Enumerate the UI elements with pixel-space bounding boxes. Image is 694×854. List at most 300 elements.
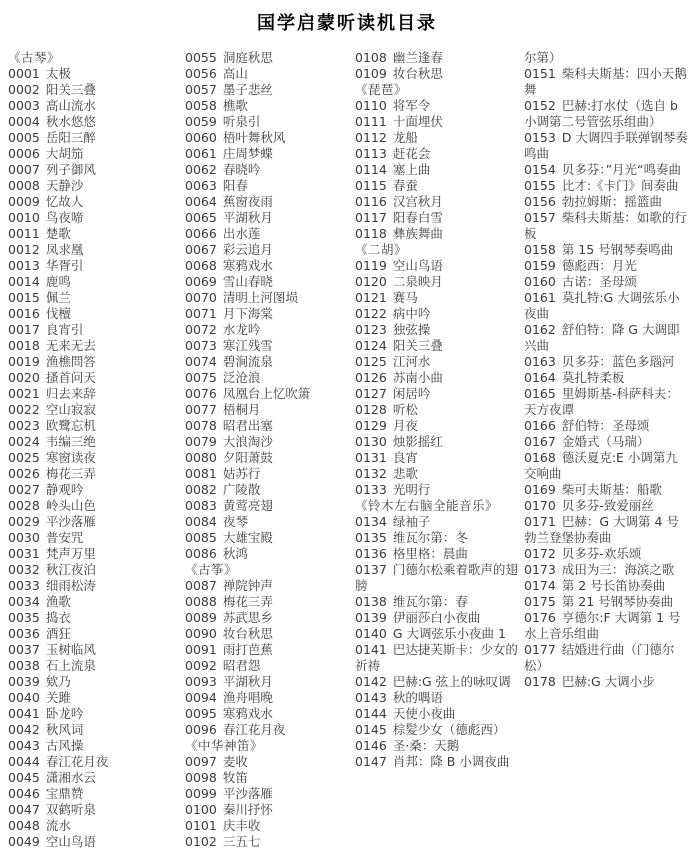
- entry-title: 大雄宝殿: [222, 530, 273, 545]
- entry-title: 德彪西：月光: [561, 258, 637, 273]
- catalog-entry: [185, 610, 355, 626]
- catalog-entry: [8, 402, 185, 418]
- catalog-entry: [185, 322, 355, 338]
- entry-number: 0147: [355, 754, 387, 769]
- entry-number: 0154: [524, 162, 556, 177]
- entry-title: 梧叶舞秋风: [222, 130, 286, 145]
- entry-title: 悲歌: [392, 466, 418, 481]
- entry-number: 0093: [185, 674, 217, 689]
- entry-number: 0157: [524, 210, 556, 225]
- entry-number: 0040: [8, 690, 40, 705]
- catalog-entry: [8, 818, 185, 834]
- entry-title: 禅院钟声: [222, 578, 273, 593]
- section-title: 《古琴》: [8, 50, 61, 65]
- catalog-entry: [355, 226, 524, 242]
- catalog-entry: [524, 642, 694, 674]
- catalog-entry: [8, 418, 185, 434]
- catalog-entry: [8, 834, 185, 850]
- catalog-entry: [185, 50, 355, 66]
- entry-number: 0164: [524, 370, 556, 385]
- catalog-entry: [185, 642, 355, 658]
- entry-number: 0061: [185, 146, 217, 161]
- entry-number: 0066: [185, 226, 217, 241]
- entry-number: 0142: [355, 674, 387, 689]
- catalog-entry: [8, 130, 185, 146]
- entry-title: 维瓦尔第：春: [392, 594, 468, 609]
- entry-number: 0155: [524, 178, 556, 193]
- entry-number: 0111: [355, 114, 387, 129]
- entry-number: 0165: [524, 386, 556, 401]
- entry-title: 门德尔松乘着歌声的翅膀: [355, 562, 518, 593]
- catalog-entry: [355, 690, 524, 706]
- entry-title: 大浪淘沙: [222, 434, 273, 449]
- entry-number: 0112: [355, 130, 387, 145]
- entry-title: 赛马: [392, 290, 418, 305]
- entry-title: 昭君怨: [222, 658, 261, 673]
- entry-title: 流水: [45, 818, 71, 833]
- catalog-entry: [355, 210, 524, 226]
- entry-number: 0176: [524, 610, 556, 625]
- catalog-entry: [355, 306, 524, 322]
- catalog-entry: [524, 66, 694, 98]
- entry-title: 贝多芬-欢乐颂: [561, 546, 642, 561]
- entry-number: 0034: [8, 594, 40, 609]
- entry-title: 关雎: [45, 690, 71, 705]
- catalog-entry: [8, 754, 185, 770]
- entry-title: 幽兰逢春: [392, 50, 443, 65]
- entry-number: 0127: [355, 386, 387, 401]
- entry-title: 独弦操: [392, 322, 431, 337]
- catalog-entry: [524, 482, 694, 498]
- catalog-entry: [524, 450, 694, 482]
- catalog-entry: [8, 338, 185, 354]
- entry-number: 0029: [8, 514, 40, 529]
- entry-number: 0046: [8, 786, 40, 801]
- catalog-entry: [8, 802, 185, 818]
- catalog-entry: [8, 98, 185, 114]
- wrapped-line: [524, 50, 694, 66]
- entry-number: 0077: [185, 402, 217, 417]
- catalog-entry: [8, 498, 185, 514]
- catalog-entry: [355, 130, 524, 146]
- entry-number: 0070: [185, 290, 217, 305]
- entry-title: 彝族舞曲: [392, 226, 443, 241]
- entry-title: 莫扎特柔板: [561, 370, 625, 385]
- entry-title: 春江花月夜: [222, 722, 286, 737]
- entry-title: 德沃夏克:E 小调第九交响曲: [524, 450, 678, 481]
- catalog-entry: [355, 418, 524, 434]
- entry-number: 0018: [8, 338, 40, 353]
- entry-title: 汉宫秋月: [392, 194, 443, 209]
- entry-title: 寒鸦戏水: [222, 706, 273, 721]
- entry-number: 0163: [524, 354, 556, 369]
- catalog-entry: [355, 162, 524, 178]
- entry-number: 0010: [8, 210, 40, 225]
- entry-title: 渔歌: [45, 594, 71, 609]
- entry-number: 0110: [355, 98, 387, 113]
- entry-number: 0082: [185, 482, 217, 497]
- entry-number: 0086: [185, 546, 217, 561]
- entry-title: 古诺：圣母颂: [561, 274, 637, 289]
- entry-title: 高山流水: [45, 98, 96, 113]
- entry-number: 0009: [8, 194, 40, 209]
- entry-number: 0146: [355, 738, 387, 753]
- catalog-entry: [185, 770, 355, 786]
- entry-title: 结婚进行曲（门德尔松）: [524, 642, 675, 673]
- entry-title: 天使小夜曲: [392, 706, 456, 721]
- entry-title: 古风操: [45, 738, 84, 753]
- entry-number: 0005: [8, 130, 40, 145]
- entry-number: 0167: [524, 434, 556, 449]
- entry-number: 0175: [524, 594, 556, 609]
- entry-title: 贝多芬：蓝色多瑙河: [561, 354, 675, 369]
- entry-title: 鹿鸣: [45, 274, 71, 289]
- entry-number: 0178: [524, 674, 556, 689]
- entry-title: 病中吟: [392, 306, 431, 321]
- entry-title: 空山鸟语: [45, 834, 96, 849]
- entry-number: 0042: [8, 722, 40, 737]
- catalog-entry: [185, 178, 355, 194]
- entry-title: 捣衣: [45, 610, 71, 625]
- catalog-entry: [8, 386, 185, 402]
- catalog-entry: [8, 530, 185, 546]
- catalog-entry: [8, 594, 185, 610]
- entry-number: 0015: [8, 290, 40, 305]
- entry-number: 0079: [185, 434, 217, 449]
- entry-number: 0100: [185, 802, 217, 817]
- entry-title: 维瓦尔第：冬: [392, 530, 468, 545]
- catalog-columns: [0, 50, 694, 850]
- catalog-entry: [185, 274, 355, 290]
- entry-title: 楚歌: [45, 226, 71, 241]
- catalog-entry: [8, 658, 185, 674]
- catalog-entry: [355, 674, 524, 690]
- entry-title: 巴达捷芙斯卡：少女的祈祷: [355, 642, 518, 673]
- entry-number: 0158: [524, 242, 556, 257]
- entry-title: 第 2 号长笛协奏曲: [561, 578, 666, 593]
- entry-title: 格里格：晨曲: [392, 546, 468, 561]
- catalog-entry: [8, 482, 185, 498]
- section-header: [185, 562, 355, 578]
- entry-title: 贝多芬-致爱丽丝: [561, 498, 654, 513]
- entry-number: 0057: [185, 82, 217, 97]
- catalog-entry: [8, 674, 185, 690]
- entry-number: 0069: [185, 274, 217, 289]
- catalog-entry: [355, 258, 524, 274]
- entry-title: 洞庭秋思: [222, 50, 273, 65]
- entry-title: 酒狂: [45, 626, 71, 641]
- entry-title: 肖邦：降 B 小调夜曲: [392, 754, 510, 769]
- catalog-entry: [524, 242, 694, 258]
- entry-number: 0014: [8, 274, 40, 289]
- catalog-entry: [185, 466, 355, 482]
- entry-title: 平湖秋月: [222, 210, 273, 225]
- catalog-entry: [185, 802, 355, 818]
- entry-number: 0128: [355, 402, 387, 417]
- entry-number: 0041: [8, 706, 40, 721]
- catalog-entry: [8, 242, 185, 258]
- catalog-entry: [355, 642, 524, 674]
- catalog-entry: [355, 722, 524, 738]
- entry-title: 静观吟: [45, 482, 84, 497]
- entry-title: 赶花会: [392, 146, 431, 161]
- entry-number: 0145: [355, 722, 387, 737]
- catalog-entry: [185, 386, 355, 402]
- section-title: 《铃木左右脑全能音乐》: [355, 498, 499, 513]
- catalog-entry: [355, 594, 524, 610]
- entry-number: 0085: [185, 530, 217, 545]
- catalog-entry: [185, 290, 355, 306]
- catalog-entry: [8, 258, 185, 274]
- catalog-entry: [185, 786, 355, 802]
- entry-title: 秋江夜泊: [45, 562, 96, 577]
- catalog-entry: [355, 354, 524, 370]
- entry-number: 0072: [185, 322, 217, 337]
- entry-title: 二泉映月: [392, 274, 443, 289]
- entry-title: 妆台秋思: [392, 66, 443, 81]
- catalog-entry: [355, 754, 524, 770]
- catalog-entry: [185, 834, 355, 850]
- entry-number: 0125: [355, 354, 387, 369]
- entry-title: 春江花月夜: [45, 754, 109, 769]
- catalog-entry: [524, 370, 694, 386]
- entry-title: 姑苏行: [222, 466, 261, 481]
- entry-title: 列子御风: [45, 162, 96, 177]
- catalog-entry: [185, 210, 355, 226]
- entry-number: 0123: [355, 322, 387, 337]
- entry-number: 0138: [355, 594, 387, 609]
- catalog-entry: [8, 82, 185, 98]
- entry-number: 0174: [524, 578, 556, 593]
- entry-title: 忆故人: [45, 194, 84, 209]
- entry-number: 0025: [8, 450, 40, 465]
- entry-number: 0156: [524, 194, 556, 209]
- entry-title: 无来无去: [45, 338, 96, 353]
- entry-number: 0095: [185, 706, 217, 721]
- entry-title: 苏南小曲: [392, 370, 443, 385]
- entry-number: 0092: [185, 658, 217, 673]
- entry-number: 0007: [8, 162, 40, 177]
- entry-title: 广陵散: [222, 482, 261, 497]
- catalog-entry: [185, 434, 355, 450]
- catalog-entry: [8, 578, 185, 594]
- entry-number: 0062: [185, 162, 217, 177]
- entry-number: 0031: [8, 546, 40, 561]
- catalog-entry: [185, 450, 355, 466]
- entry-title: 梵声万里: [45, 546, 96, 561]
- entry-title: 石上流泉: [45, 658, 96, 673]
- entry-number: 0011: [8, 226, 40, 241]
- entry-number: 0078: [185, 418, 217, 433]
- entry-number: 0126: [355, 370, 387, 385]
- entry-title: 苏武思乡: [222, 610, 273, 625]
- entry-title: 金婚式（马瑞）: [561, 434, 650, 449]
- entry-number: 0166: [524, 418, 556, 433]
- entry-number: 0073: [185, 338, 217, 353]
- entry-title: 空山寂寂: [45, 402, 96, 417]
- entry-number: 0102: [185, 834, 217, 849]
- catalog-entry: [185, 354, 355, 370]
- catalog-entry: [524, 434, 694, 450]
- entry-title: 巴赫:G 大调小步: [561, 674, 655, 689]
- entry-title: 阳关三叠: [45, 82, 96, 97]
- catalog-entry: [355, 146, 524, 162]
- entry-title: 梅花三弄: [222, 594, 273, 609]
- entry-number: 0004: [8, 114, 40, 129]
- catalog-entry: [185, 690, 355, 706]
- entry-number: 0003: [8, 98, 40, 113]
- catalog-entry: [185, 82, 355, 98]
- entry-number: 0161: [524, 290, 556, 305]
- catalog-entry: [524, 322, 694, 354]
- entry-title: 听泉引: [222, 114, 261, 129]
- entry-number: 0108: [355, 50, 387, 65]
- entry-title: 里姆斯基-科萨科夫：天方夜谭: [524, 386, 679, 417]
- entry-title: 墨子悲丝: [222, 82, 273, 97]
- entry-title: 巴赫：G 大调第 4 号勃兰登堡协奏曲: [524, 514, 679, 545]
- catalog-entry: [185, 818, 355, 834]
- entry-number: 0035: [8, 610, 40, 625]
- entry-number: 0048: [8, 818, 40, 833]
- catalog-entry: [185, 66, 355, 82]
- entry-title: 第 15 号钢琴奏鸣曲: [561, 242, 674, 257]
- entry-title: 天静沙: [45, 178, 84, 193]
- entry-title: 将军令: [392, 98, 431, 113]
- catalog-entry: [355, 706, 524, 722]
- entry-number: 0113: [355, 146, 387, 161]
- entry-number: 0109: [355, 66, 387, 81]
- entry-number: 0120: [355, 274, 387, 289]
- entry-title: 搔首问天: [45, 370, 96, 385]
- entry-number: 0074: [185, 354, 217, 369]
- entry-number: 0172: [524, 546, 556, 561]
- entry-title: 阳春白雪: [392, 210, 443, 225]
- entry-title: 卧龙吟: [45, 706, 84, 721]
- catalog-entry: [524, 594, 694, 610]
- section-header: [355, 82, 524, 98]
- section-header: [355, 498, 524, 514]
- catalog-entry: [185, 546, 355, 562]
- entry-number: 0137: [355, 562, 387, 577]
- entry-number: 0129: [355, 418, 387, 433]
- catalog-entry: [355, 290, 524, 306]
- catalog-entry: [8, 322, 185, 338]
- entry-title: 佩兰: [45, 290, 71, 305]
- section-header: [355, 242, 524, 258]
- entry-number: 0080: [185, 450, 217, 465]
- entry-number: 0064: [185, 194, 217, 209]
- entry-title: 潇湘水云: [45, 770, 96, 785]
- entry-title: 平湖秋月: [222, 674, 273, 689]
- entry-number: 0099: [185, 786, 217, 801]
- entry-title: 梧桐月: [222, 402, 261, 417]
- entry-number: 0038: [8, 658, 40, 673]
- catalog-entry: [8, 274, 185, 290]
- catalog-entry: [355, 514, 524, 530]
- catalog-column-4: [524, 50, 694, 690]
- catalog-entry: [8, 722, 185, 738]
- catalog-entry: [8, 626, 185, 642]
- entry-title: 妆台秋思: [222, 626, 273, 641]
- entry-number: 0047: [8, 802, 40, 817]
- entry-number: 0088: [185, 594, 217, 609]
- entry-number: 0049: [8, 834, 40, 849]
- entry-title: 雨打芭蕉: [222, 642, 273, 657]
- entry-title: 岳阳三醉: [45, 130, 96, 145]
- entry-title: 柴科夫斯基：如歌的行板: [524, 210, 687, 241]
- catalog-entry: [355, 274, 524, 290]
- entry-title: 梅花三弄: [45, 466, 96, 481]
- catalog-entry: [185, 626, 355, 642]
- catalog-entry: [185, 242, 355, 258]
- entry-title: 柴科夫斯基：四小天鹅舞: [524, 66, 687, 97]
- catalog-entry: [185, 370, 355, 386]
- catalog-entry: [185, 754, 355, 770]
- catalog-entry: [524, 210, 694, 242]
- section-title: 《古筝》: [185, 562, 238, 577]
- entry-number: 0169: [524, 482, 556, 497]
- entry-title: 烛影摇红: [392, 434, 443, 449]
- catalog-entry: [185, 658, 355, 674]
- catalog-entry: [355, 466, 524, 482]
- catalog-entry: [524, 274, 694, 290]
- catalog-entry: [355, 402, 524, 418]
- entry-title: 泛沧浪: [222, 370, 261, 385]
- entry-number: 0159: [524, 258, 556, 273]
- catalog-column-3: [355, 50, 524, 770]
- catalog-entry: [8, 114, 185, 130]
- entry-title: 欸乃: [45, 674, 71, 689]
- entry-number: 0121: [355, 290, 387, 305]
- entry-title: 玉树临风: [45, 642, 96, 657]
- catalog-entry: [8, 434, 185, 450]
- entry-title: 平沙落雁: [45, 514, 96, 529]
- entry-number: 0168: [524, 450, 556, 465]
- catalog-entry: [524, 178, 694, 194]
- catalog-entry: [355, 738, 524, 754]
- catalog-entry: [8, 466, 185, 482]
- entry-title: 渔樵問答: [45, 354, 96, 369]
- entry-number: 0020: [8, 370, 40, 385]
- entry-number: 0055: [185, 50, 217, 65]
- entry-number: 0065: [185, 210, 217, 225]
- catalog-entry: [185, 162, 355, 178]
- entry-title: 伊丽莎白小夜曲: [392, 610, 481, 625]
- entry-number: 0026: [8, 466, 40, 481]
- entry-number: 0134: [355, 514, 387, 529]
- entry-number: 0094: [185, 690, 217, 705]
- catalog-entry: [355, 546, 524, 562]
- entry-title: 勃拉姆斯：摇篮曲: [561, 194, 662, 209]
- entry-title: 夜琴: [222, 514, 248, 529]
- entry-number: 0091: [185, 642, 217, 657]
- entry-title: 春晓吟: [222, 162, 261, 177]
- entry-title: 十面埋伏: [392, 114, 443, 129]
- entry-number: 0144: [355, 706, 387, 721]
- entry-title: 空山鸟语: [392, 258, 443, 273]
- catalog-entry: [524, 562, 694, 578]
- catalog-entry: [185, 402, 355, 418]
- entry-title: 阳春: [222, 178, 248, 193]
- catalog-entry: [8, 66, 185, 82]
- catalog-entry: [355, 450, 524, 466]
- entry-number: 0024: [8, 434, 40, 449]
- entry-title: G 大调弦乐小夜曲 1: [392, 626, 506, 641]
- catalog-entry: [524, 674, 694, 690]
- entry-number: 0056: [185, 66, 217, 81]
- catalog-entry: [524, 386, 694, 418]
- catalog-entry: [355, 562, 524, 594]
